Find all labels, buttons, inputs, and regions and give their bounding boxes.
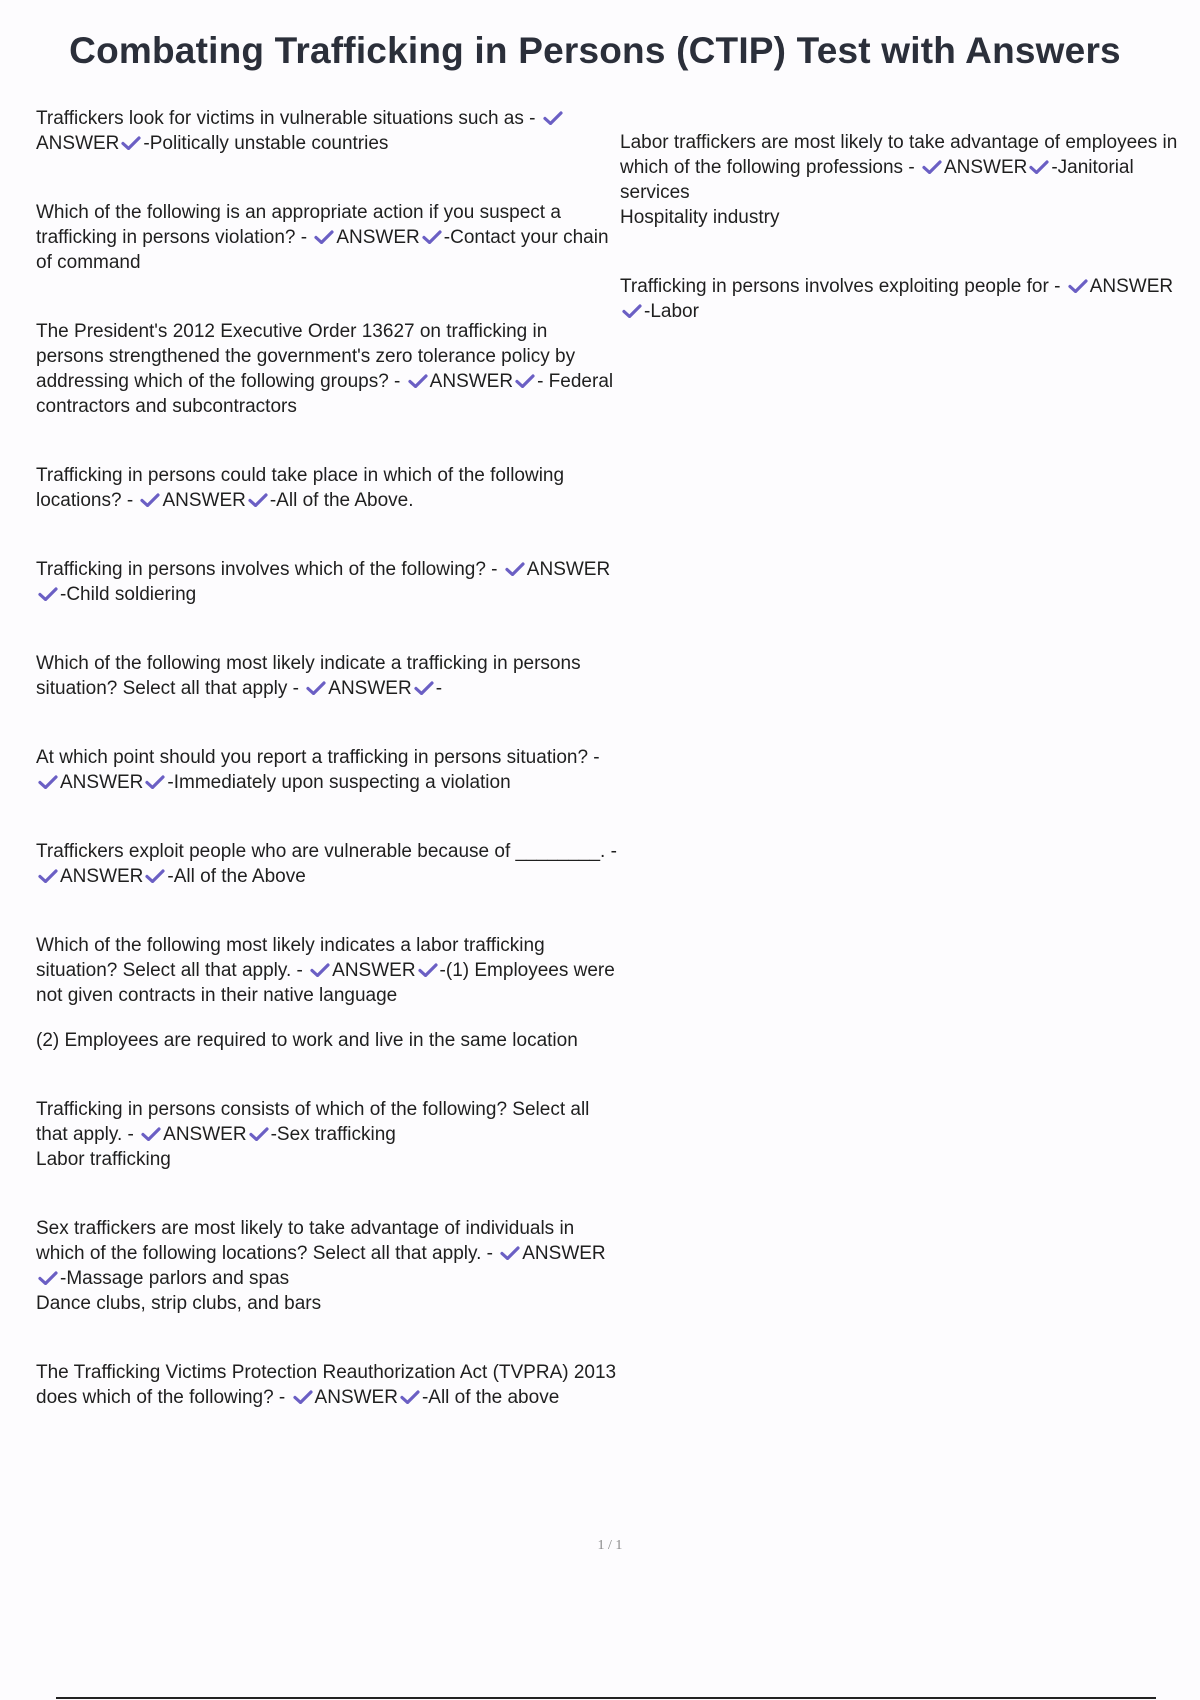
checkmark-icon [314,230,334,244]
answer-label: ANSWER [526,559,611,580]
question-text: Traffickers exploit people who are vulnerable because of ________. - [36,841,617,862]
qa-item [36,1360,620,1410]
checkmark-icon [248,493,268,507]
answer-text: -Contact your chain of command [36,227,609,273]
question-text: Trafficking in persons involves which of the following? - [36,559,498,580]
page-title: Combating Trafficking in Persons (CTIP) Test with Answers [69,30,1121,71]
answer-label: ANSWER [1089,276,1174,297]
answer-text: -Politically unstable countries [143,133,389,154]
question-text: Which of the following most likely indicates a labor trafficking situation? Select all that apply. - [36,935,545,981]
checkmark-icon [121,136,141,150]
answer-text: -All of the Above [167,866,306,887]
answer-label: ANSWER [332,960,416,981]
checkmark-icon [145,869,165,883]
answer-text: -Immediately upon suspecting a violation [167,772,511,793]
checkmark-icon [38,587,58,601]
checkmark-icon [922,160,942,174]
answer-text: -(1) Employees were not given contracts in their native language [36,960,615,1006]
checkmark-icon [38,1271,58,1285]
checkmark-icon [1068,279,1088,293]
checkmark-icon [400,1390,420,1404]
checkmark-icon [515,374,535,388]
question-text: Which of the following most likely indicate a trafficking in persons situation? Select all that apply - [36,653,581,699]
answer-label: ANSWER [943,157,1028,178]
answer-text: -Massage parlors and spas [60,1268,290,1289]
answer-text: -Labor [644,301,699,322]
checkmark-icon [38,869,58,883]
qa-item [36,557,620,607]
question-text: Traffickers look for victims in vulnerable situations such as - [36,108,536,129]
answer-label: ANSWER [336,227,420,248]
answer-text: -Child soldiering [60,584,197,605]
checkmark-icon [141,1127,161,1141]
question-text: Which of the following is an appropriate action if you suspect a trafficking in persons violation? - [36,202,561,248]
answer-paragraph: (2) Employees are required to work and live in the same location [36,1030,578,1051]
qa-item [36,1216,620,1316]
answer-extra-line: Hospitality industry [620,207,780,228]
answer-label: ANSWER [36,133,120,154]
checkmark-icon [293,1390,313,1404]
checkmark-icon [38,775,58,789]
answer-text: - Federal contractors and subcontractors [36,371,614,417]
left-column [36,106,620,1454]
qa-item [36,319,620,419]
question-text: Trafficking in persons involves exploiting people for - [620,276,1061,297]
answer-text: -All of the Above. [269,490,414,511]
checkmark-icon [418,963,438,977]
checkmark-icon [145,775,165,789]
checkmark-icon [505,562,525,576]
question-text: Trafficking in persons consists of which of the following? Select all that apply. - [36,1099,590,1145]
answer-label: ANSWER [60,866,144,887]
page-number: 1 / 1 [597,1538,623,1553]
answer-label: ANSWER [60,772,144,793]
answer-text: -All of the above [421,1387,560,1408]
checkmark-icon [306,681,326,695]
answer-extra-line: Labor trafficking [36,1149,171,1170]
answer-label: ANSWER [314,1387,398,1408]
question-text: Trafficking in persons could take place in which of the following locations? - [36,465,565,511]
qa-item [36,1097,620,1172]
question-text: The Trafficking Victims Protection Reauthorization Act (TVPRA) 2013 does which of the following? - [36,1362,617,1408]
answer-label: ANSWER [162,490,246,511]
qa-item [36,463,620,513]
checkmark-icon [408,374,428,388]
checkmark-icon [140,493,160,507]
answer-label: ANSWER [163,1124,247,1145]
right-column [620,130,1196,368]
qa-item [36,106,620,156]
checkmark-icon [1029,160,1049,174]
checkmark-icon [422,230,442,244]
qa-item [36,839,620,889]
question-text: Labor traffickers are most likely to take advantage of employees in which of the following professions - [620,132,1178,178]
question-text: At which point should you report a trafficking in persons situation? - [36,747,600,768]
qa-item [620,130,1196,230]
answer-label: ANSWER [328,678,412,699]
question-text: The President's 2012 Executive Order 13627 on trafficking in persons strengthened the government's zero tolerance policy by addressing which of the following groups? - [36,321,576,392]
qa-item [36,651,620,701]
checkmark-icon [249,1127,269,1141]
answer-text: - [435,678,443,699]
bottom-divider [56,1697,1156,1699]
question-text: Sex traffickers are most likely to take advantage of individuals in which of the following locations? Select all that apply. - [36,1218,575,1264]
answer-text: -Janitorial services [620,157,1134,203]
answer-extra-line: Dance clubs, strip clubs, and bars [36,1293,322,1314]
qa-item [620,274,1196,324]
checkmark-icon [414,681,434,695]
checkmark-icon [310,963,330,977]
qa-item [36,933,620,1053]
checkmark-icon [500,1246,520,1260]
answer-label: ANSWER [522,1243,606,1264]
checkmark-icon [622,304,642,318]
answer-text: -Sex trafficking [270,1124,396,1145]
answer-label: ANSWER [429,371,514,392]
qa-item [36,745,620,795]
checkmark-icon [543,111,563,125]
qa-item [36,200,620,275]
